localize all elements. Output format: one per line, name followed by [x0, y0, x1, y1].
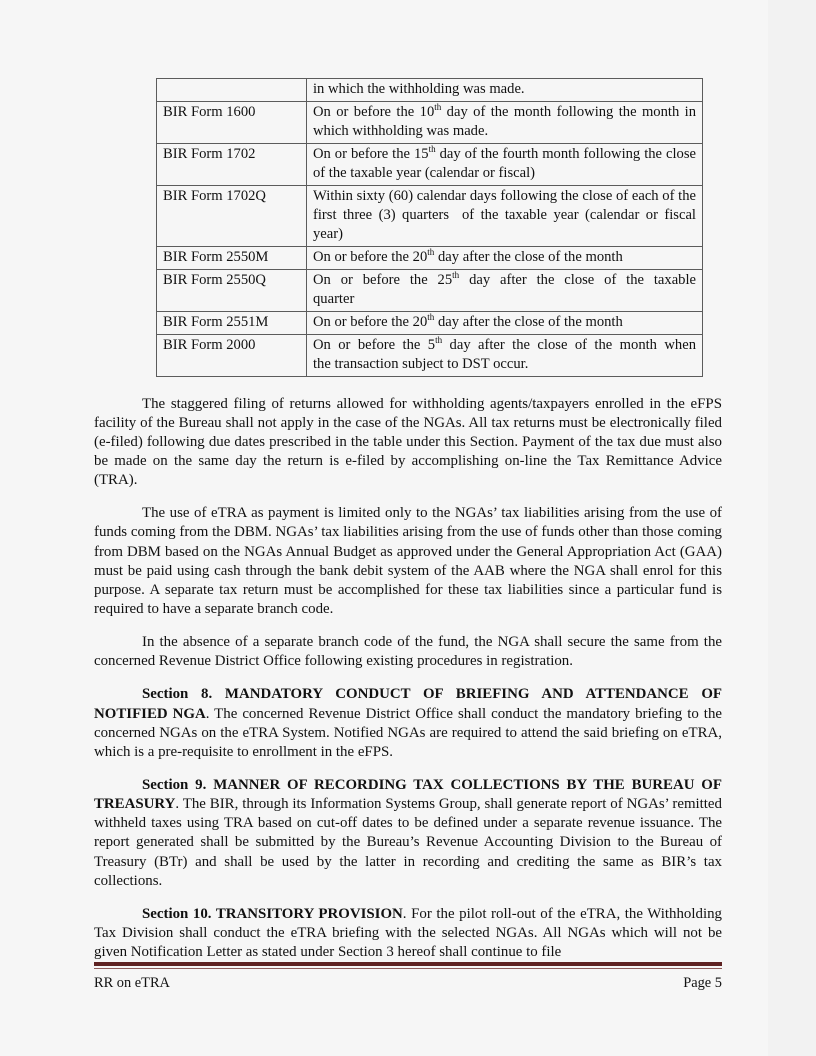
due-date-cell: On or before the 15th day of the fourth month following the close of the taxable year (calendar or fiscal)	[307, 143, 703, 185]
section-9	[94, 776, 722, 891]
page-outer-margin	[768, 0, 816, 1056]
ordinal-suffix: th	[427, 246, 435, 257]
ordinal-suffix: th	[427, 311, 435, 322]
paragraph-staggered-filing: The staggered filing of returns allowed for withholding agents/taxpayers enrolled in the eFPS facility of the Bureau shall not apply in the case of the NGAs. All tax returns must be electronically filed (e-filed) following due dates prescribed in the table under this Section. Payment of the tax due must also be made on the same day the return is e-filed by accomplishing on-line the Tax Remittance Advice (TRA).	[94, 395, 722, 489]
table-body	[157, 79, 703, 377]
ordinal-suffix: th	[434, 102, 442, 113]
form-cell: BIR Form 1702Q	[157, 185, 307, 246]
ordinal-suffix: th	[428, 144, 436, 155]
paragraph-absence-of-branch-code: In the absence of a separate branch code of the fund, the NGA shall secure the same from the concerned Revenue District Office following existing procedures in registration.	[94, 634, 722, 670]
footer-row	[94, 975, 722, 992]
footer-page-number: Page 5	[683, 975, 722, 991]
due-date-cell: in which the withholding was made.	[307, 79, 703, 102]
due-date-cell: Within sixty (60) calendar days following the close of each of the first three (3) quarters of the taxable year (calendar or fiscal year)	[307, 185, 703, 246]
footer-document-title: RR on eTRA	[94, 975, 170, 991]
section-10	[94, 905, 722, 962]
table-row	[157, 334, 703, 376]
form-cell: BIR Form 1702	[157, 143, 307, 185]
form-cell: BIR Form 2000	[157, 334, 307, 376]
table-row	[157, 311, 703, 334]
footer-rule-thin	[94, 968, 722, 969]
section-8-heading: Section 8. MANDATORY CONDUCT OF BRIEFING AND ATTENDANCE OF NOTIFIED NGA	[94, 686, 722, 722]
table-row	[157, 101, 703, 143]
table-row	[157, 185, 703, 246]
section-8	[94, 685, 722, 762]
footer-rule-thick	[94, 962, 722, 966]
section-10-body: . For the pilot roll-out of the eTRA, the Withholding Tax Division shall conduct the eTRA briefing with the selected NGAs. All NGAs which will not be given Notification Letter as stated under Section 3 hereof shall continue to file	[94, 905, 722, 961]
section-8-body: . The concerned Revenue District Office shall conduct the mandatory briefing to the concerned NGAs on the eTRA System. Notified NGAs are required to attend the said briefing on eTRA, which is a pre-requisite to enrollment in the eFPS.	[94, 705, 723, 760]
form-cell: BIR Form 2550M	[157, 246, 307, 269]
ordinal-suffix: th	[452, 269, 460, 280]
table-row	[157, 143, 703, 185]
table-row	[157, 79, 703, 102]
form-cell: BIR Form 2550Q	[157, 269, 307, 311]
table-row	[157, 246, 703, 269]
due-date-cell: On or before the 20th day after the close of the month	[307, 311, 703, 334]
form-cell: BIR Form 1600	[157, 101, 307, 143]
table-row	[157, 269, 703, 311]
due-date-cell: On or before the 25th day after the close of the taxable quarter	[307, 269, 703, 311]
due-date-cell: On or before the 10th day of the month following the month in which withholding was made.	[307, 101, 703, 143]
due-date-cell: On or before the 5th day after the close of the month when the transaction subject to DST occur.	[307, 334, 703, 376]
section-9-heading: Section 9. MANNER OF RECORDING TAX COLLECTIONS BY THE BUREAU OF TREASURY	[94, 776, 722, 813]
section-9-body: . The BIR, through its Information Systems Group, shall generate report of NGAs’ remitted withheld taxes using TRA based on cut-off dates to be defined under a separate revenue issuance. The report generated shall be submitted by the Bureau’s Revenue Accounting Division to the Bureau of Treasury (BTr) and shall be used by the latter in recording and crediting the same as BIR’s tax collections.	[94, 796, 722, 889]
form-cell	[157, 79, 307, 102]
section-10-heading: Section 10. TRANSITORY PROVISION	[142, 905, 403, 922]
paragraph-etra-payment-limit: The use of eTRA as payment is limited only to the NGAs’ tax liabilities arising from the use of funds coming from the DBM. NGAs’ tax liabilities arising from the use of funds other than those coming from DBM based on the NGAs Annual Budget as approved under the General Appropriation Act (GAA) must be paid using cash through the bank debit system of the AAB where the NGA shall enrol for this purpose. A separate tax return must be accomplished for these tax liabilities since a particular fund is required to have a separate branch code.	[94, 505, 722, 617]
document-content	[94, 78, 722, 976]
page-footer	[94, 962, 722, 992]
ordinal-suffix: th	[435, 334, 443, 345]
bir-form-due-date-table	[156, 78, 703, 377]
due-date-cell: On or before the 20th day after the close of the month	[307, 246, 703, 269]
form-cell: BIR Form 2551M	[157, 311, 307, 334]
